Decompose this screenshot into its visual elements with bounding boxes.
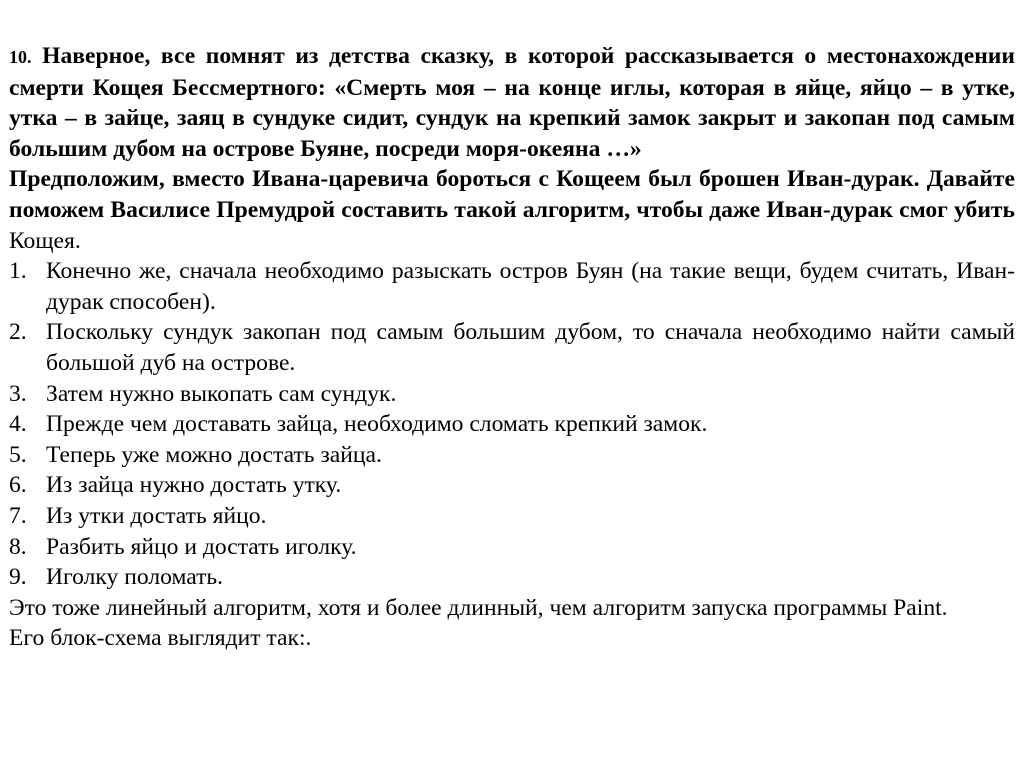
step-text: Теперь уже можно достать зайца.: [46, 441, 382, 468]
step-number: 4.: [9, 411, 27, 438]
list-item: [9, 532, 1015, 563]
step-number: 9.: [9, 564, 27, 591]
list-item: [9, 409, 1015, 440]
intro-text: Наверное, все помнят из детства сказку, в которой рассказывается о местонахождении смерти Кощея Бессмертного: «Смерть моя – на конце иглы, которая в яйце, яйцо – в утке, утка – в зайце, заяц в сундуке сидит, сундук на крепкий замок закрыт и закопан под самым большим дубом на острове Буяне, посреди моря-океяна …»: [9, 43, 1015, 162]
list-item: [9, 501, 1015, 532]
document-page: [9, 41, 1015, 654]
step-text: Конечно же, сначала необходимо разыскать остров Буян (на такие вещи, будем считать, Иван-дурак способен).: [46, 258, 1015, 315]
task-paragraph: [9, 164, 1015, 256]
list-item: [9, 379, 1015, 410]
step-text: Из утки достать яйцо.: [46, 502, 267, 529]
list-item: [9, 317, 1015, 378]
task-number: 10.: [9, 47, 32, 67]
list-item: [9, 470, 1015, 501]
step-text: Разбить яйцо и достать иголку.: [46, 533, 357, 560]
step-text: Иголку поломать.: [46, 564, 224, 591]
step-number: 7.: [9, 502, 27, 529]
flowchart-intro-line: Его блок-схема выглядит так:.: [9, 625, 312, 652]
step-number: 8.: [9, 533, 27, 560]
list-item: [9, 256, 1015, 317]
intro-paragraph: [9, 41, 1015, 164]
conclusion-paragraph: Это тоже линейный алгоритм, хотя и более длинный, чем алгоритм запуска программы Paint.: [9, 594, 948, 621]
step-number: 1.: [9, 258, 27, 285]
step-text: Поскольку сундук закопан под самым большим дубом, то сначала необходимо найти самый большой дуб на острове.: [46, 319, 1015, 376]
step-number: 5.: [9, 441, 27, 468]
list-item: [9, 440, 1015, 471]
task-tail-text: Кощея.: [9, 227, 81, 254]
list-item: [9, 562, 1015, 593]
step-text: Затем нужно выкопать сам сундук.: [46, 380, 397, 407]
algorithm-steps-list: [9, 256, 1015, 593]
step-number: 2.: [9, 319, 27, 346]
task-bold-text: Предположим, вместо Ивана-царевича бороться с Кощеем был брошен Иван-дурак. Давайте поможем Василисе Премудрой составить такой алгоритм, чтобы даже Иван-дурак смог убить: [9, 166, 1015, 223]
step-number: 3.: [9, 380, 27, 407]
step-text: Из зайца нужно достать утку.: [46, 472, 342, 499]
step-text: Прежде чем доставать зайца, необходимо сломать крепкий замок.: [46, 411, 708, 438]
step-number: 6.: [9, 472, 27, 499]
